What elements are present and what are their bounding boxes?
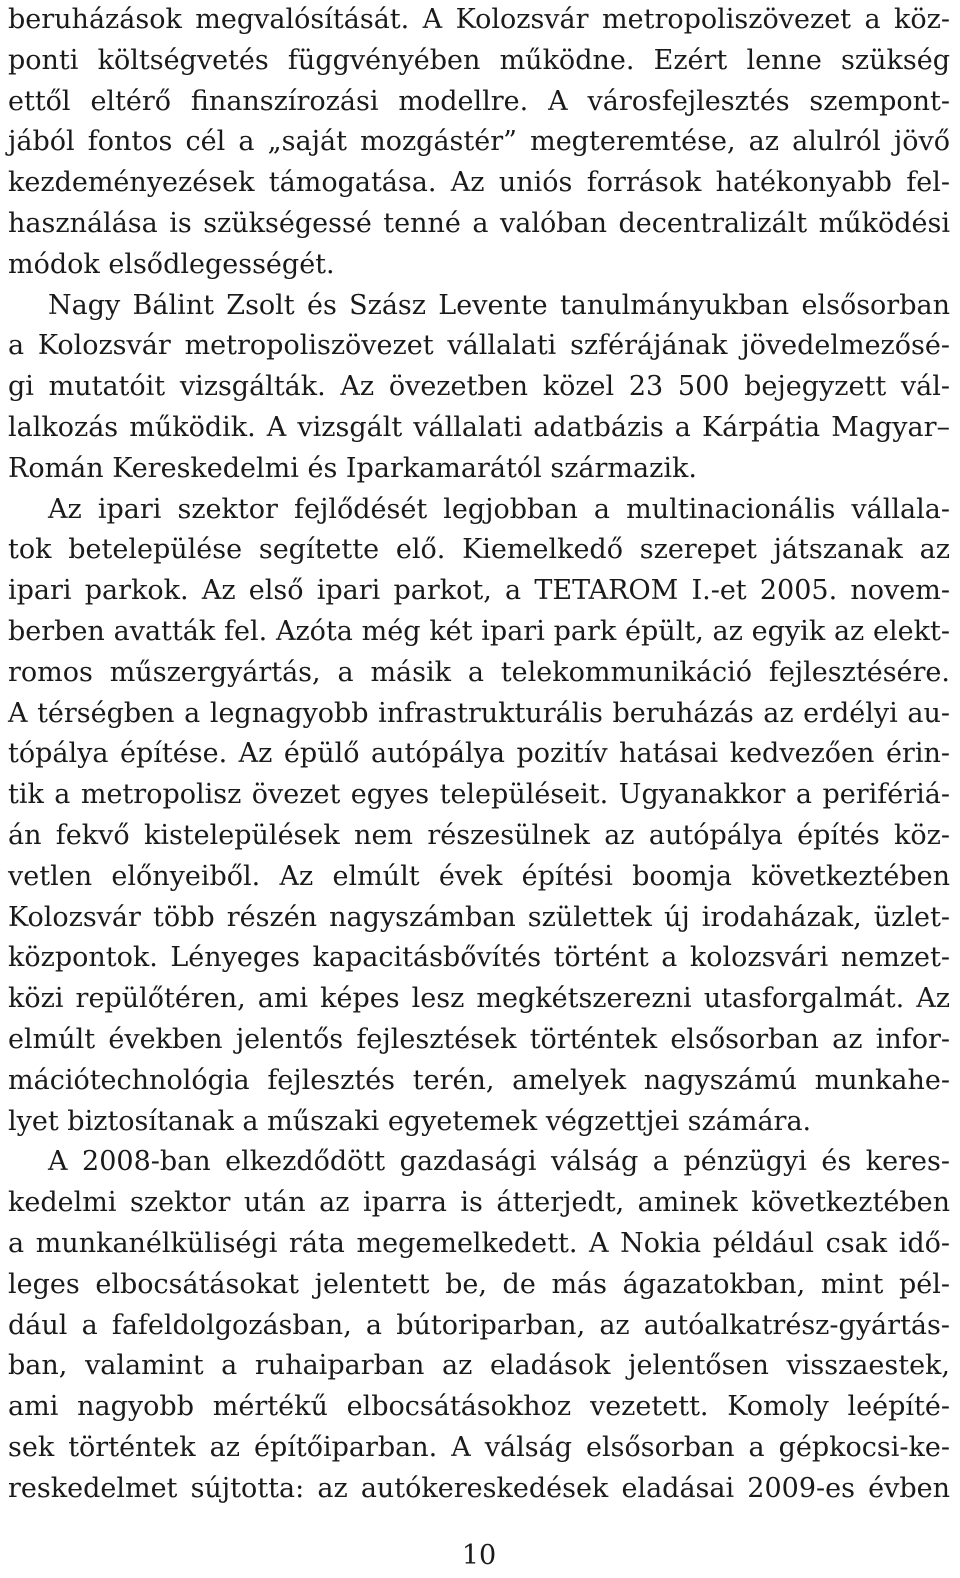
- text-line: módok elsődlegességét.: [8, 248, 335, 280]
- document-page: [8, 0, 950, 1578]
- text-line: gi mutatóit vizsgálták. Az övezetben közel 23 500 bejegyzett vál-: [8, 371, 950, 403]
- text-line: Nagy Bálint Zsolt és Szász Levente tanulmányukban elsősorban: [48, 289, 950, 321]
- text-line: án fekvő kistelepülések nem részesülnek az autópálya építés köz-: [8, 819, 950, 851]
- text-line: vetlen előnyeiből. Az elmúlt évek építési boomja következtében: [8, 860, 950, 892]
- text-line: tópálya építése. Az épülő autópálya pozitív hatásai kedvezően érin-: [8, 738, 950, 770]
- text-line: ban, valamint a ruhaiparban az eladások jelentősen visszaestek,: [8, 1350, 950, 1382]
- text-line: ipari parkok. Az első ipari parkot, a TETAROM I.-et 2005. novem-: [8, 575, 950, 607]
- text-line: berben avatták fel. Azóta még két ipari park épült, az egyik az elekt-: [8, 615, 950, 647]
- text-line: kezdeményezések támogatása. Az uniós források hatékonyabb fel-: [8, 167, 950, 199]
- body-text: [8, 0, 950, 1509]
- text-line: elmúlt években jelentős fejlesztések történtek elsősorban az infor-: [8, 1023, 950, 1055]
- text-line: ponti költségvetés függvényében működne. Ezért lenne szükség: [8, 44, 950, 76]
- text-line: sek történtek az építőiparban. A válság elsősorban a gépkocsi-ke-: [8, 1431, 950, 1463]
- text-line: lyet biztosítanak a műszaki egyetemek végzettjei számára.: [8, 1105, 812, 1137]
- text-line: reskedelmet sújtotta: az autókereskedések eladásai 2009-es évben: [8, 1472, 950, 1504]
- text-line: használása is szükségessé tenné a valóban decentralizált működési: [8, 207, 950, 239]
- text-line: a munkanélküliségi ráta megemelkedett. A Nokia például csak idő-: [8, 1227, 950, 1259]
- text-line: lalkozás működik. A vizsgált vállalati adatbázis a Kárpátia Magyar–: [8, 411, 950, 443]
- page-number: 10: [461, 1540, 497, 1571]
- text-line: tok betelepülése segítette elő. Kiemelkedő szerepet játszanak az: [8, 534, 950, 566]
- text-line: a Kolozsvár metropoliszövezet vállalati szférájának jövedelmezősé-: [8, 330, 950, 362]
- text-line: mációtechnológia fejlesztés terén, amelyek nagyszámú munkahe-: [8, 1064, 950, 1096]
- text-line: Kolozsvár több részén nagyszámban születtek új irodaházak, üzlet-: [8, 901, 950, 933]
- text-line: központok. Lényeges kapacitásbővítés történt a kolozsvári nemzet-: [8, 942, 950, 974]
- text-line: leges elbocsátásokat jelentett be, de más ágazatokban, mint pél-: [8, 1268, 950, 1300]
- text-line: ettől eltérő finanszírozási modellre. A városfejlesztés szempont-: [8, 85, 950, 117]
- text-line: romos műszergyártás, a másik a telekommunikáció fejlesztésére.: [8, 656, 950, 688]
- text-line: A 2008-ban elkezdődött gazdasági válság a pénzügyi és keres-: [48, 1146, 950, 1178]
- text-line: Az ipari szektor fejlődését legjobban a multinacionális vállala-: [48, 493, 950, 525]
- text-line: dául a fafeldolgozásban, a bútoriparban, az autóalkatrész-gyártás-: [8, 1309, 950, 1341]
- text-line: tik a metropolisz övezet egyes településeit. Ugyanakkor a perifériá-: [8, 779, 950, 811]
- text-line: Román Kereskedelmi és Iparkamarától származik.: [8, 452, 697, 484]
- text-line: kedelmi szektor után az iparra is átterjedt, aminek következtében: [8, 1187, 950, 1219]
- text-line: beruházások megvalósítását. A Kolozsvár metropoliszövezet a köz-: [8, 4, 950, 35]
- text-line: ami nagyobb mértékű elbocsátásokhoz vezetett. Komoly leépíté-: [8, 1391, 950, 1423]
- text-line: közi repülőtéren, ami képes lesz megkétszerezni utasforgalmát. Az: [8, 983, 950, 1015]
- text-line: jából fontos cél a „saját mozgástér” megteremtése, az alulról jövő: [8, 126, 950, 158]
- text-line: A térségben a legnagyobb infrastrukturális beruházás az erdélyi au-: [8, 697, 950, 729]
